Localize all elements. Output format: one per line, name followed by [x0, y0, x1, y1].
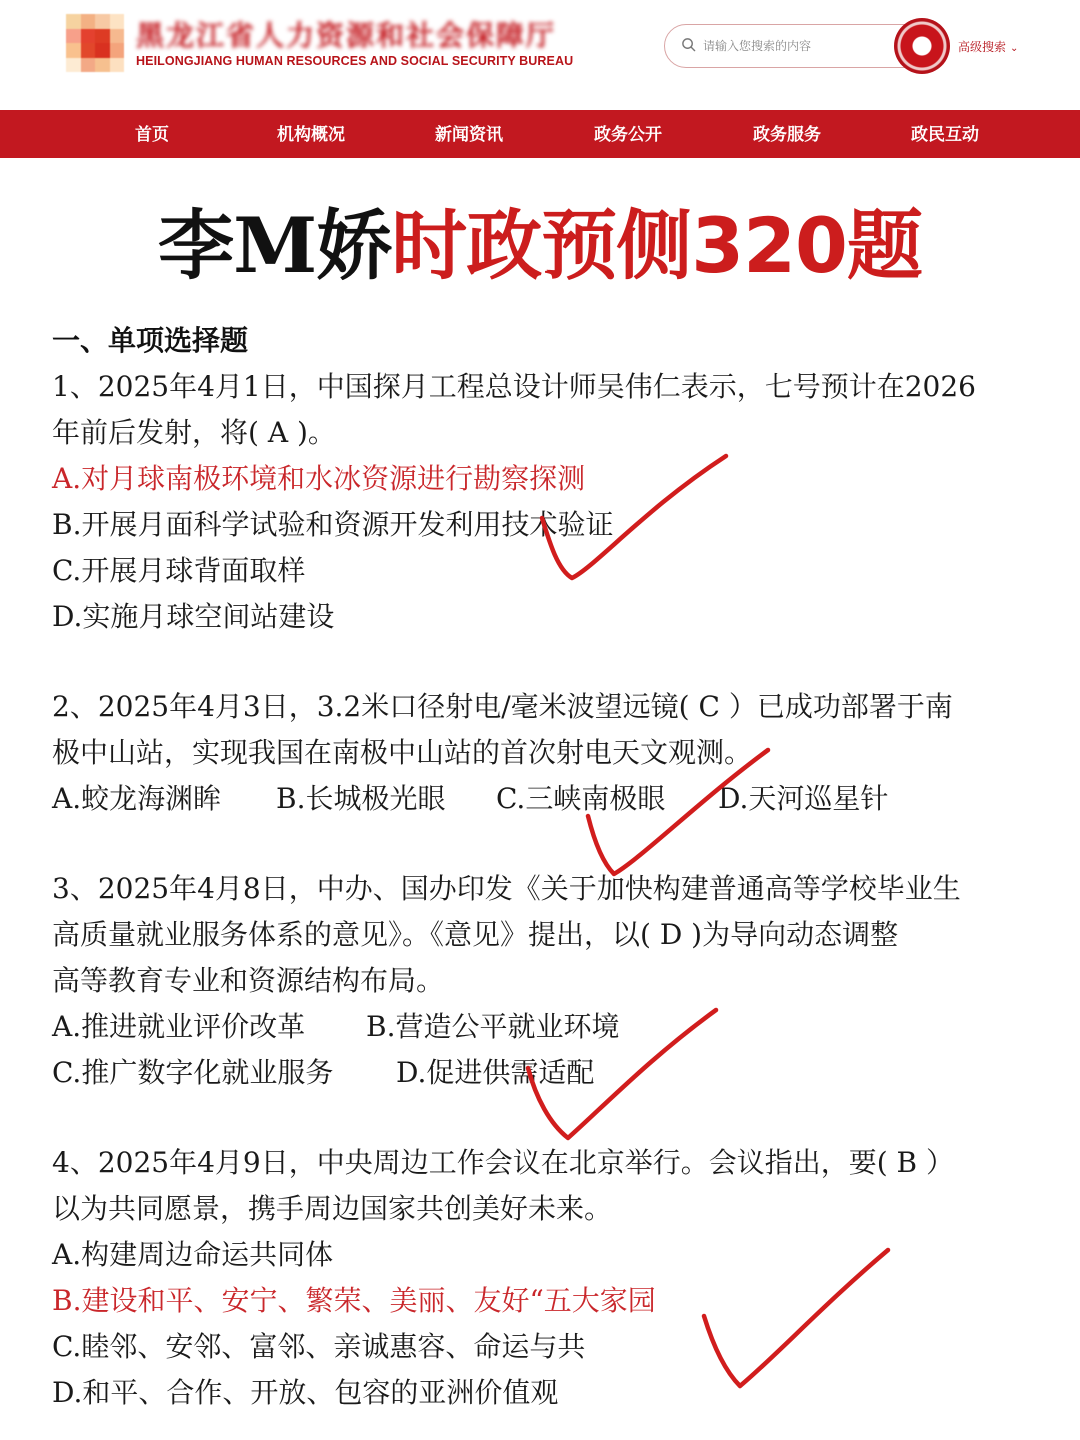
question-3-line-3: 高等教育专业和资源结构布局。 — [52, 964, 445, 997]
site-logo-icon[interactable] — [66, 14, 124, 72]
chevron-down-icon: ⌄ — [1010, 43, 1019, 54]
national-emblem-icon — [894, 18, 950, 74]
site-name[interactable]: 黑龙江省人力资源和社会保障厅 — [136, 19, 556, 48]
question-2-option-b: B.长城极光眼 — [276, 782, 446, 815]
nav-item-services[interactable]: 政务服务 — [753, 125, 821, 145]
nav-item-news[interactable]: 新闻资讯 — [435, 125, 503, 145]
question-2-option-d: D.天河巡星针 — [718, 782, 889, 815]
question-2-option-c: C.三峡南极眼 — [496, 782, 666, 815]
search-input[interactable] — [701, 31, 915, 61]
title-prefix: 李M娇 — [158, 201, 392, 290]
question-4-option-b: B.建设和平、安宁、繁荣、美丽、友好“五大家园 — [52, 1284, 656, 1317]
page-title — [0, 196, 1080, 296]
question-1-option-d: D.实施月球空间站建设 — [52, 600, 335, 633]
question-4-option-a: A.构建周边命运共同体 — [52, 1238, 334, 1271]
main-nav — [0, 110, 1080, 158]
question-1-option-a: A.对月球南极环境和水冰资源进行勘察探测 — [52, 462, 586, 495]
question-4-line-2: 以为共同愿景，携手周边国家共创美好未来。 — [52, 1192, 613, 1225]
question-1-line-1: 1、2025年4月1日，中国探月工程总设计师吴伟仁表示，七号预计在2026 — [52, 370, 976, 403]
question-4-option-c: C.睦邻、安邻、富邻、亲诚惠容、命运与共 — [52, 1330, 586, 1363]
question-1-option-c: C.开展月球背面取样 — [52, 554, 306, 587]
question-2-option-a: A.蛟龙海渊眸 — [52, 782, 222, 815]
advanced-search-label: 高级搜索 — [958, 40, 1007, 54]
question-3-line-2: 高质量就业服务体系的意见》。《意见》提出，以( D )为导向动态调整 — [52, 918, 899, 951]
question-3-option-c: C.推广数字化就业服务 — [52, 1056, 334, 1089]
search-icon[interactable] — [681, 37, 696, 52]
question-2-line-1: 2、2025年4月3日，3.2米口径射电/毫米波望远镜( C ）已成功部署于南 — [52, 690, 953, 723]
question-4-option-d: D.和平、合作、开放、包容的亚洲价值观 — [52, 1376, 559, 1409]
question-1-line-2: 年前后发射，将( A )。 — [52, 416, 336, 449]
site-name-english: HEILONGJIANG HUMAN RESOURCES AND SOCIAL SECURITY BUREAU — [136, 54, 574, 68]
check-mark-icon — [694, 1244, 894, 1394]
nav-item-public-affairs[interactable]: 政务公开 — [594, 125, 662, 145]
nav-item-interaction[interactable]: 政民互动 — [911, 125, 979, 145]
title-main: 时政预侧320题 — [391, 201, 922, 290]
site-header — [0, 0, 1080, 110]
question-3-option-b: B.营造公平就业环境 — [366, 1010, 620, 1043]
section-heading: 一、单项选择题 — [52, 324, 249, 357]
advanced-search-link[interactable] — [958, 38, 1018, 55]
question-3-line-1: 3、2025年4月8日，中办、国办印发《关于加快构建普通高等学校毕业生 — [52, 872, 961, 905]
question-3-option-d: D.促进供需适配 — [396, 1056, 595, 1089]
nav-item-home[interactable]: 首页 — [135, 125, 169, 145]
nav-item-organization[interactable]: 机构概况 — [277, 125, 345, 145]
question-1-option-b: B.开展月面科学试验和资源开发利用技术验证 — [52, 508, 614, 541]
question-3-option-a: A.推进就业评价改革 — [52, 1010, 306, 1043]
question-2-line-2: 极中山站，实现我国在南极中山站的首次射电天文观测。 — [52, 736, 753, 769]
question-4-line-1: 4、2025年4月9日，中央周边工作会议在北京举行。会议指出，要( B ） — [52, 1146, 955, 1179]
